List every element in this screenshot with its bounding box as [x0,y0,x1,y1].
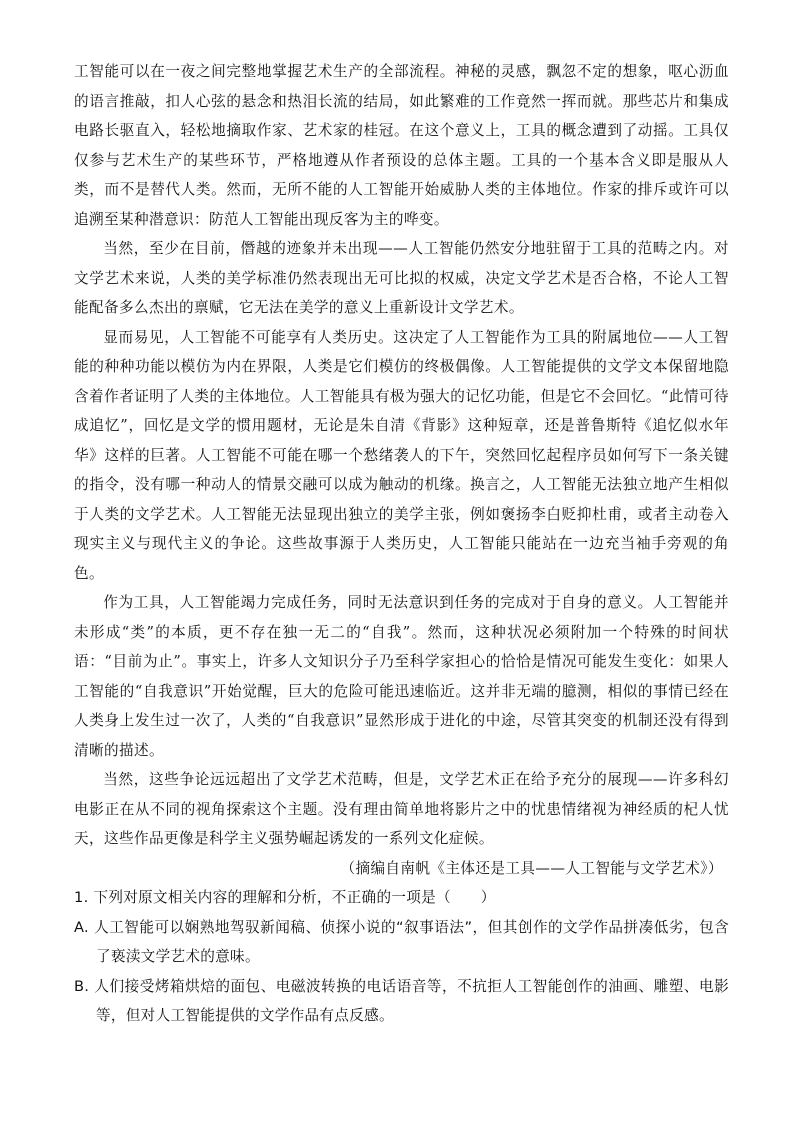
article-source: （摘编自南帆《主体还是工具——人工智能与文学艺术》） [340,859,723,877]
article-paragraph-1: 工智能可以在一夜之间完整地掌握艺术生产的全部流程。神秘的灵感，飘忽不定的想象，呕心沥血的语言推敲，扣人心弦的悬念和热泪长流的结局，如此繁难的工作竟然一挥而就。那些芯片和集成电路长驱直入，轻松地摘取作家、艺术家的桂冠。在这个意义上，工具的概念遭到了动摇。工具仅仅参与艺术生产的某些环节，严格地遵从作者预设的总体主题。工具的一个基本含义即是服从人类，而不是替代人类。然而，无所不能的人工智能开始威胁人类的主体地位。作家的排斥或许可以追溯至某种潜意识：防范人工智能出现反客为主的哗变。 [74,63,729,228]
article-paragraph-4: 作为工具，人工智能竭力完成任务，同时无法意识到任务的完成对于自身的意义。人工智能并未形成“类”的本质，更不存在独一无二的“自我”。然而，这种状况必须附加一个特殊的时间状语：“目前为止”。事实上，许多人文知识分子乃至科学家担心的恰恰是情况可能发生变化：如果人工智能的“自我意识”开始觉醒，巨大的危险可能迅速临近。这并非无端的臆测，相似的事情已经在人类身上发生过一次了，人类的“自我意识”显然形成于进化的中途，尽管其突变的机制还没有得到清晰的描述。 [74,594,729,759]
option-b: B. 人们接受烤箱烘焙的面包、电磁波转换的电话语音等，不抗拒人工智能创作的油画、雕塑、电影等，但对人工智能提供的文学作品有点反感。 [74,977,729,1024]
article-paragraph-5: 当然，这些争论远远超出了文学艺术范畴，但是，文学艺术正在给予充分的展现——许多科幻电影正在从不同的视角探索这个主题。没有理由简单地将影片之中的忧患情绪视为神经质的杞人忧天，这些作品更像是科学主义强势崛起诱发的一系列文化症候。 [74,771,729,847]
article-paragraph-3: 显而易见，人工智能不可能享有人类历史。这决定了人工智能作为工具的附属地位——人工智能的种种功能以模仿为内在界限，人类是它们模仿的终极偶像。人工智能提供的文学文本保留地隐含着作者证明了人类的主体地位。人工智能具有极为强大的记忆功能，但是它不会回忆。“此情可待成追忆”，回忆是文学的惯用题材，无论是朱自清《背影》这种短章，还是普鲁斯特《追忆似水年华》这样的巨著。人工智能不可能在哪一个愁绪袭人的下午，突然回忆起程序员如何写下一条关键的指令，没有哪一种动人的情景交融可以成为触动的机缘。换言之，人工智能无法独立地产生相似于人类的文学艺术。人工智能无法显现出独立的美学主张，例如褒扬李白贬抑杜甫，或者主动卷入现实主义与现代主义的争论。这些故事源于人类历史，人工智能只能站在一边充当袖手旁观的角色。 [74,328,729,582]
option-a: A. 人工智能可以娴熟地驾驭新闻稿、侦探小说的“叙事语法”，但其创作的文学作品拼凑低劣，包含了亵渎文学艺术的意味。 [74,918,729,965]
article-paragraph-2: 当然，至少在目前，僭越的迹象并未出现——人工智能仍然安分地驻留于工具的范畴之内。对文学艺术来说，人类的美学标准仍然表现出无可比拟的权威，决定文学艺术是否合格，不论人工智能配备多么杰出的禀赋，它无法在美学的意义上重新设计文学艺术。 [74,240,729,316]
question-stem: 1. 下列对原文相关内容的理解和分析，不正确的一项是（ ） [74,889,496,906]
